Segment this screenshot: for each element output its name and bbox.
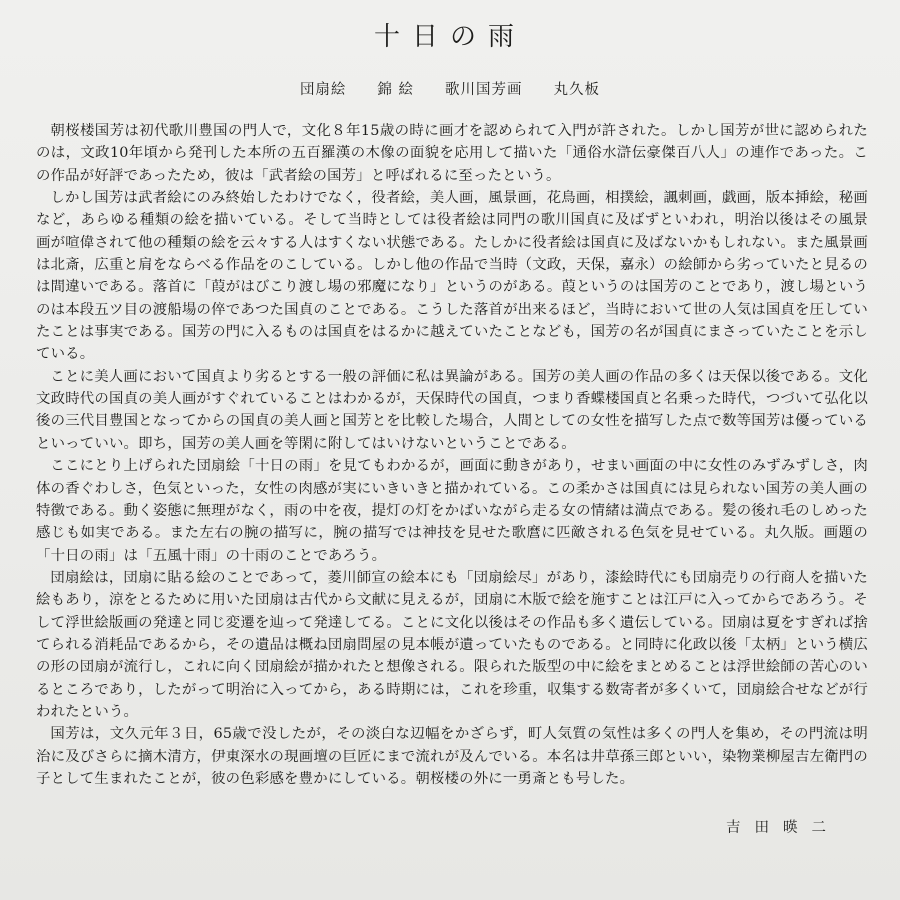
document-body	[36, 120, 868, 790]
paragraph-6: 国芳は，文久元年３日，65歳で没したが，その淡白な辺幅をかざらず，町人気質の気性は多くの門人を集め，その門流は明治に及びさらに摘木清方，伊東深水の現画壇の巨匠にまで流れが及んでいる。本名は井草孫三郎といい，染物業柳屋吉左衛門の子として生まれたことが，彼の色彩感を豊かにしている。朝桜楼の外に一勇斎とも号した。	[36, 726, 868, 787]
paragraph-4: ここにとり上げられた団扇絵「十日の雨」を見てもわかるが，画面に動きがあり，せまい画面の中に女性のみずみずしさ，肉体の香ぐわしさ，色気といった，女性の肉感が実にいきいきと描かれている。この柔かさは国貞には見られない国芳の美人画の特徴である。動く姿態に無理がなく，雨の中を夜，提灯の灯をかばいながら走る女の情緒は満点である。髪の後れ毛のしめった感じも如実である。また左右の腕の描写に，腕の描写では神技を見せた歌麿に匹敵される色気を見せている。丸久版。画題の「十日の雨」は「五風十雨」の十雨のことであろう。	[36, 458, 868, 564]
paragraph-3: ことに美人画において国貞より劣るとする一般の評価に私は異論がある。国芳の美人画の作品の多くは天保以後である。文化文政時代の国貞の美人画がすぐれていることはわかるが，天保時代の国貞，つまり香蝶楼国貞と名乗った時代，つづいて弘化以後の三代目豊国となってからの国貞の美人画と国芳とを比較した場合，人間としての女性を描写した点で数等国芳は優っているといっていい。即ち，国芳の美人画を等閑に附してはいけないということである。	[36, 368, 868, 452]
paragraph-2: しかし国芳は武者絵にのみ終始したわけでなく，役者絵，美人画，風景画，花鳥画，相撲絵，諷刺画，戯画，版本挿絵，秘画など，あらゆる種類の絵を描いている。そして当時としては役者絵は同門の歌川国貞に及ばずといわれ，明治以後はその風景画が喧偉されて他の種類の絵を云々する人はすくない状態である。たしかに役者絵は国貞に及ばないかもしれない。また風景画は北斎，広重と肩をならべる作品をのこしている。しかし他の作品で当時（文政，天保，嘉永）の絵師から劣っていたと見るのは間違いである。落首に「葭がはびこり渡し場の邪魔になり」というのがある。葭というのは国芳のことであり，渡し場というのは本段五ツ目の渡船場の倅であつた国貞のことである。こうした落首が出来るほど，当時において世の人気は国貞を圧していたことは事実である。国芳の門に入るものは国貞をはるかに越えていたことなども，国芳の名が国貞にまさっていたことを示している。	[36, 190, 868, 363]
author-name: 吉田暎二	[726, 820, 840, 836]
paragraph-1: 朝桜楼国芳は初代歌川豊国の門人で，文化８年15歳の時に画才を認められて入門が許された。しかし国芳が世に認められたのは，文政10年頃から発刊した本所の五百羅漢の木像の面貌を応用して描いた「通俗水滸伝豪傑百八人」の連作であった。この作品が好評であったため，彼は「武者絵の国芳」と呼ばれるに至ったという。	[36, 123, 868, 184]
paragraph-5: 団扇絵は，団扇に貼る絵のことであって，菱川師宣の絵本にも「団扇絵尽」があり，漆絵時代にも団扇売りの行商人を描いた絵もあり，涼をとるために用いた団扇は古代から文献に見えるが，団扇に木版で絵を施すことは江戸に入ってからであろう。そして浮世絵版画の発達と同じ変遷を辿って発達してる。ことに文化以後はその作品も多く遺伝している。団扇は夏をすぎれば捨てられる消耗品であるから，その遺品は概ね団扇問屋の見本帳が遺っていたものである。と同時に化政以後「太柄」という横広の形の団扇が流行し，これに向く団扇絵が描かれたと想像される。限られた版型の中に絵をまとめることは浮世絵師の苦心のいるところであり，したがって明治に入ってから，ある時期には，これを珍重，収集する数寄者が多くいて，団扇絵合せなどが行われたという。	[36, 569, 868, 720]
document-subtitle: 団扇絵 錦 絵 歌川国芳画 丸久板	[299, 82, 601, 98]
document-title: 十日の雨	[373, 22, 526, 52]
